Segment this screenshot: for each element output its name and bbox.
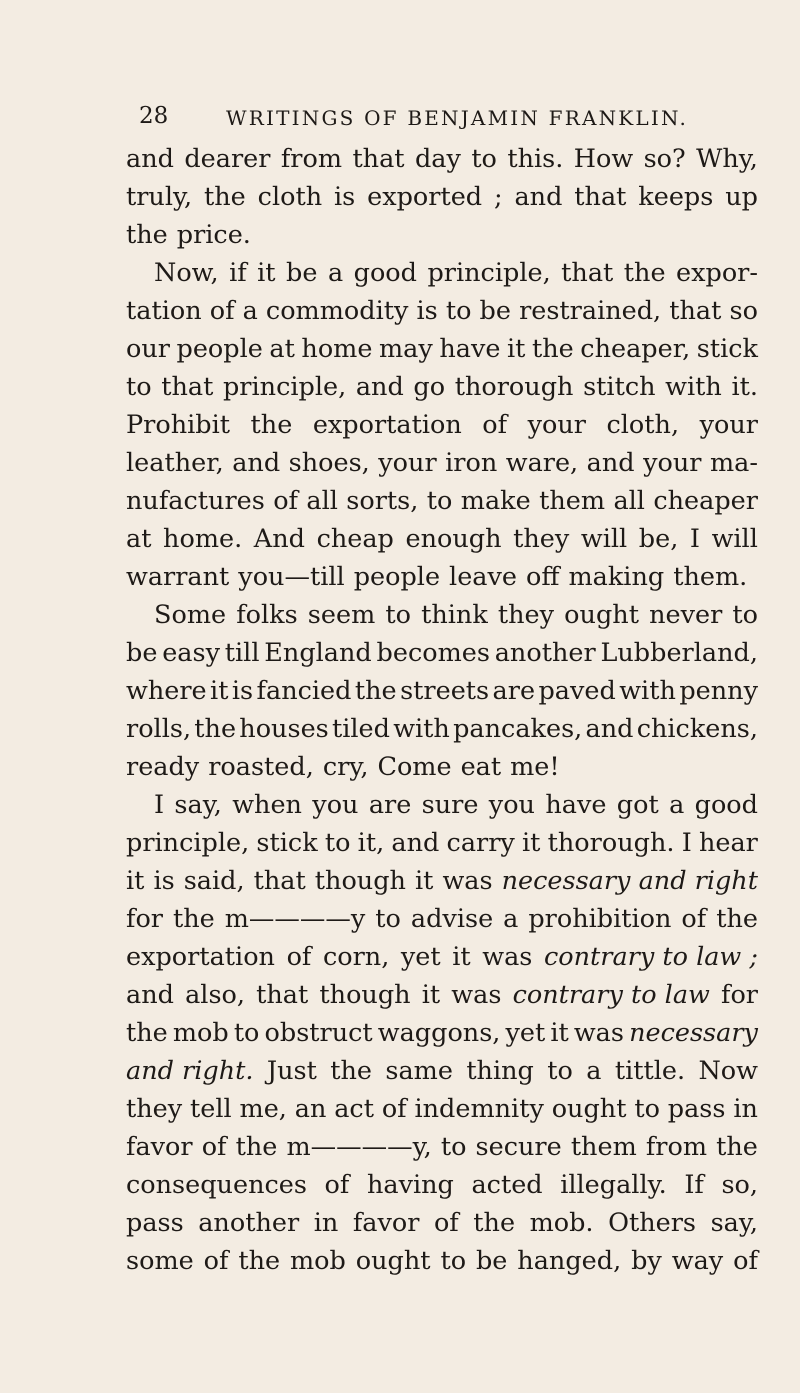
word: favor	[126, 1132, 193, 1162]
italic-word: necessary and right	[501, 866, 758, 896]
word: it	[126, 866, 145, 896]
word: with	[619, 676, 676, 706]
word: and	[585, 714, 634, 744]
word: till	[224, 638, 260, 668]
word: leave	[449, 562, 517, 592]
word: the	[194, 714, 237, 744]
word: and	[126, 980, 174, 1010]
word: they	[126, 1094, 183, 1124]
word: day	[414, 144, 461, 174]
word: them	[570, 1132, 637, 1162]
word: to	[440, 1132, 467, 1162]
word: the	[126, 1018, 168, 1048]
word: the	[250, 410, 293, 440]
word: I	[689, 524, 700, 554]
running-head: WRITINGS OF BENJAMIN FRANKLIN.	[226, 106, 688, 130]
word: waggons,	[377, 1018, 501, 1048]
word: that	[669, 296, 722, 326]
word: the	[716, 1132, 758, 1162]
word: Just	[266, 1056, 317, 1086]
word: your	[699, 410, 758, 440]
word: up	[725, 182, 758, 212]
word: stick	[696, 334, 758, 364]
word: tittle.	[614, 1056, 686, 1086]
word: hear	[698, 828, 758, 858]
word: the	[238, 1246, 281, 1276]
word: streets	[400, 676, 490, 706]
word: tiled	[331, 714, 390, 744]
word: when	[232, 790, 302, 820]
word: principle,	[222, 372, 347, 402]
word: people	[176, 334, 263, 364]
word: commodity	[265, 296, 409, 326]
word: the	[473, 1208, 516, 1238]
word: Lubberland,	[600, 638, 758, 668]
word: to	[426, 486, 453, 516]
word: to	[375, 904, 401, 934]
word: will	[711, 524, 758, 554]
word: of	[273, 486, 298, 516]
word: that	[561, 258, 614, 288]
word: fancied	[256, 676, 352, 706]
word: by	[631, 1246, 662, 1276]
word: m————y,	[286, 1132, 432, 1162]
word: another	[198, 1208, 300, 1238]
word: to	[547, 1056, 573, 1086]
page-header	[139, 103, 732, 133]
word: will	[580, 524, 628, 554]
word: act	[334, 1094, 374, 1124]
word: houses	[239, 714, 329, 744]
word: be,	[638, 524, 679, 554]
word: it	[210, 676, 229, 706]
word: Some	[154, 600, 227, 630]
word: some	[126, 1246, 194, 1276]
word: though	[314, 866, 406, 896]
word: me,	[239, 1094, 287, 1124]
word: consequences	[126, 1170, 307, 1200]
word: a	[669, 790, 685, 820]
word: exportation	[312, 410, 462, 440]
word: if	[229, 258, 247, 288]
word: stitch	[583, 372, 656, 402]
word: of	[209, 296, 235, 326]
text-line	[126, 140, 758, 178]
word: ought	[355, 1246, 431, 1276]
word: was	[442, 866, 493, 896]
word: And	[253, 524, 305, 554]
word: of	[482, 410, 508, 440]
italic-word: necessary	[629, 1018, 758, 1048]
word: is	[153, 866, 175, 896]
body-text	[126, 140, 758, 1280]
word: to	[440, 1246, 467, 1276]
word: are	[492, 676, 536, 706]
word: iron	[445, 448, 498, 478]
text-line	[126, 786, 758, 824]
word: good	[694, 790, 758, 820]
word: ought	[551, 1094, 627, 1124]
word: your	[527, 410, 586, 440]
word: of	[324, 1170, 350, 1200]
word: way	[671, 1246, 724, 1276]
word: that	[161, 372, 214, 402]
word: the	[531, 334, 574, 364]
word: got	[616, 790, 659, 820]
word: so,	[721, 1170, 758, 1200]
word: to	[385, 600, 411, 630]
text-line	[126, 1204, 758, 1242]
text-line	[126, 292, 758, 330]
word: becomes	[376, 638, 490, 668]
word: so	[729, 296, 758, 326]
word: Prohibit	[126, 410, 231, 440]
italic-word: and right.	[126, 1056, 254, 1086]
word: be	[475, 1246, 508, 1276]
text-line	[126, 254, 758, 292]
word: enough	[405, 524, 502, 554]
word: If	[684, 1170, 704, 1200]
word: it	[421, 980, 441, 1010]
word: and	[391, 828, 440, 858]
word: mob	[290, 1246, 346, 1276]
word: of	[201, 1132, 227, 1162]
word: principle,	[126, 828, 250, 858]
word: the	[716, 904, 758, 934]
word: is	[231, 676, 254, 706]
word: chickens,	[636, 714, 758, 744]
word: of	[681, 904, 707, 934]
word: leather,	[126, 448, 224, 478]
word: exportation	[126, 942, 275, 972]
word: cheaper,	[580, 334, 691, 364]
word: illegally.	[560, 1170, 667, 1200]
word: to	[233, 1018, 260, 1048]
word: it	[507, 334, 526, 364]
word: m————y	[224, 904, 366, 934]
text-line	[126, 1052, 758, 1090]
text-line	[126, 482, 758, 520]
word: keeps	[638, 182, 714, 212]
italic-word: contrary to law ;	[543, 942, 758, 972]
word: restrained,	[519, 296, 662, 326]
word: your	[643, 448, 702, 478]
text-line	[126, 1128, 758, 1166]
word: yet	[400, 942, 441, 972]
page-number: 28	[139, 103, 169, 129]
word: the	[354, 676, 397, 706]
text-line	[126, 444, 758, 482]
text-line	[126, 406, 758, 444]
italic-word: contrary to law	[512, 980, 710, 1010]
word: nufactures	[126, 486, 265, 516]
word: same	[385, 1056, 453, 1086]
word: be	[126, 638, 158, 668]
word: tell	[190, 1094, 232, 1124]
word: and	[586, 448, 635, 478]
word: indemnity	[414, 1094, 544, 1124]
word: and	[355, 372, 404, 402]
word: you—till	[238, 562, 345, 592]
word: England	[264, 638, 372, 668]
word: to	[732, 600, 758, 630]
word: shoes,	[288, 448, 370, 478]
word: pass	[126, 1208, 184, 1238]
text-line	[126, 938, 758, 976]
word: say,	[174, 790, 222, 820]
word: sorts,	[346, 486, 419, 516]
word: for	[126, 904, 163, 934]
word: expor-	[676, 258, 758, 288]
word: your	[378, 448, 437, 478]
word: the	[235, 1132, 278, 1162]
word: cheap	[316, 524, 394, 554]
word: our	[126, 334, 170, 364]
word: that	[256, 980, 309, 1010]
text-line	[126, 824, 758, 862]
word: have	[545, 790, 607, 820]
word: think	[421, 600, 488, 630]
word: it,	[357, 828, 385, 858]
word: ma-	[709, 448, 758, 478]
word: was	[451, 980, 502, 1010]
word: of	[381, 1094, 407, 1124]
text-line	[126, 900, 758, 938]
word: this.	[507, 144, 564, 174]
word: home.	[163, 524, 243, 554]
word: say,	[710, 1208, 758, 1238]
word: it	[257, 258, 276, 288]
text-line	[126, 976, 758, 1014]
word: sure	[421, 790, 479, 820]
text-line	[126, 634, 758, 672]
word: the	[204, 182, 246, 212]
word: yet	[505, 1018, 546, 1048]
word: I	[681, 828, 692, 858]
word: easy	[162, 638, 220, 668]
word: Others	[608, 1208, 697, 1238]
word: good	[353, 258, 417, 288]
text-line	[126, 1014, 758, 1052]
text-line	[126, 520, 758, 558]
word: of	[286, 942, 312, 972]
word: all	[306, 486, 338, 516]
word: cloth,	[606, 410, 680, 440]
text-line	[126, 368, 758, 406]
word: at	[126, 524, 152, 554]
word: to	[634, 1094, 660, 1124]
word: eat	[460, 752, 502, 782]
word: people	[353, 562, 441, 592]
text-line	[126, 596, 758, 634]
word: thorough.	[547, 828, 675, 858]
text-line	[126, 748, 758, 786]
word: home	[301, 334, 373, 364]
word: that	[574, 182, 627, 212]
word: it.	[731, 372, 758, 402]
word: having	[366, 1170, 454, 1200]
word: pancakes,	[453, 714, 583, 744]
word: though	[319, 980, 411, 1010]
word: seem	[307, 600, 376, 630]
word: to	[445, 296, 472, 326]
text-line	[126, 178, 758, 216]
text-line	[126, 672, 758, 710]
word: me!	[510, 752, 560, 782]
word: ought	[564, 600, 639, 630]
word: all	[613, 486, 645, 516]
word: I	[154, 790, 165, 820]
word: paved	[538, 676, 616, 706]
word: was	[482, 942, 533, 972]
word: go	[413, 372, 446, 402]
word: may	[379, 334, 433, 364]
word: to	[471, 144, 497, 174]
word: for	[721, 980, 758, 1010]
word: hanged,	[517, 1246, 622, 1276]
word: them.	[673, 562, 748, 592]
word: corn,	[322, 942, 390, 972]
word: they	[513, 524, 570, 554]
word: you	[312, 790, 359, 820]
word: so?	[643, 144, 686, 174]
word: roasted,	[208, 752, 314, 782]
word: that	[253, 866, 306, 896]
text-line	[126, 1090, 758, 1128]
word: rolls,	[126, 714, 192, 744]
word: a	[242, 296, 258, 326]
word: make	[460, 486, 531, 516]
word: Come	[377, 752, 452, 782]
word: in	[733, 1094, 758, 1124]
word: a	[327, 258, 344, 288]
text-line	[126, 862, 758, 900]
word: and	[232, 448, 281, 478]
word: making	[568, 562, 665, 592]
word: the	[172, 904, 215, 934]
word: ware,	[505, 448, 579, 478]
text-line	[126, 1242, 758, 1280]
word: tation	[126, 296, 202, 326]
word: the	[623, 258, 666, 288]
word: that	[352, 144, 405, 174]
word: a	[586, 1056, 602, 1086]
word: thing	[466, 1056, 534, 1086]
word: an	[294, 1094, 327, 1124]
word: it	[415, 866, 434, 896]
word: pass	[667, 1094, 726, 1124]
text-line	[126, 1166, 758, 1204]
word: obstruct	[264, 1018, 373, 1048]
word: cheaper	[653, 486, 758, 516]
word: never	[649, 600, 723, 630]
word: to	[324, 828, 351, 858]
word: stick	[256, 828, 318, 858]
word: favor	[352, 1208, 420, 1238]
word: prohibition	[528, 904, 672, 934]
word: off	[526, 562, 560, 592]
word: cry,	[322, 752, 369, 782]
word: another	[494, 638, 596, 668]
word: How	[573, 144, 634, 174]
word: they	[497, 600, 555, 630]
word: where	[126, 676, 207, 706]
word: be	[286, 258, 318, 288]
word: the	[330, 1056, 372, 1086]
word: dearer	[184, 144, 271, 174]
word: of	[433, 1208, 459, 1238]
word: and	[514, 182, 563, 212]
word: secure	[475, 1132, 562, 1162]
word: price.	[176, 220, 251, 250]
word: at	[269, 334, 295, 364]
word: said,	[183, 866, 245, 896]
text-line	[126, 330, 758, 368]
word: penny	[679, 676, 758, 706]
word: are	[368, 790, 412, 820]
word: thorough	[454, 372, 574, 402]
word: exported	[367, 182, 483, 212]
text-line	[126, 710, 758, 748]
word: ;	[494, 182, 503, 212]
word: is	[334, 182, 356, 212]
word: and	[126, 144, 174, 174]
word: carry	[446, 828, 515, 858]
word: was	[573, 1018, 624, 1048]
word: mob	[172, 1018, 229, 1048]
word: is	[416, 296, 438, 326]
word: from	[645, 1132, 708, 1162]
text-line	[126, 216, 758, 254]
word: you	[488, 790, 535, 820]
word: Now,	[154, 258, 219, 288]
word: cloth	[257, 182, 323, 212]
word: it	[452, 942, 471, 972]
word: principle,	[427, 258, 551, 288]
word: to	[126, 372, 152, 402]
word: from	[280, 144, 343, 174]
word: be	[479, 296, 511, 326]
word: of	[203, 1246, 229, 1276]
word: a	[503, 904, 519, 934]
word: Why,	[696, 144, 758, 174]
word: of	[733, 1246, 758, 1276]
word: them	[539, 486, 606, 516]
word: in	[313, 1208, 339, 1238]
word: ready	[126, 752, 200, 782]
word: have	[439, 334, 501, 364]
word: truly,	[126, 182, 193, 212]
word: folks	[236, 600, 298, 630]
word: warrant	[126, 562, 230, 592]
word: with	[393, 714, 450, 744]
word: also,	[185, 980, 245, 1010]
word: it	[550, 1018, 569, 1048]
word: mob.	[529, 1208, 594, 1238]
text-line	[126, 558, 758, 596]
word: advise	[410, 904, 494, 934]
word: the	[126, 220, 168, 250]
word: Now	[698, 1056, 758, 1086]
word: with	[665, 372, 722, 402]
word: acted	[471, 1170, 543, 1200]
word: it	[522, 828, 541, 858]
